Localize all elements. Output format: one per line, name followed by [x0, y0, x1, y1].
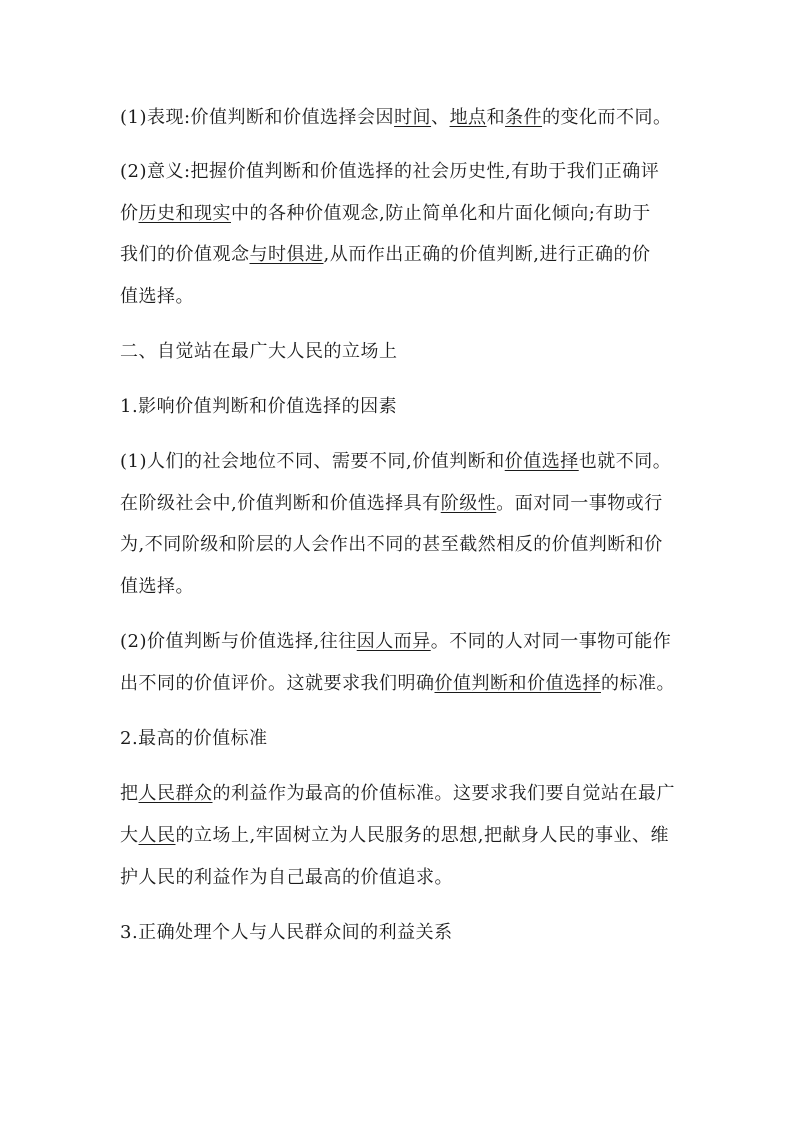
text-line-2 [120, 160, 659, 184]
underlined-term-keep-pace: 与时俱进 [249, 244, 324, 265]
underlined-term-time: 时间 [394, 107, 432, 128]
text-segment: 。面对同一事物或行 [496, 493, 663, 514]
text-segment: 中的各种价值观念,防止简单化和片面化倾向;有助于 [231, 203, 651, 224]
text-line-15 [120, 782, 675, 806]
underlined-term-value-choice: 价值选择 [504, 451, 579, 472]
text-segment: (1)人们的社会地位不同、需要不同,价值判断和 [120, 451, 505, 472]
text-segment: (2)价值判断与价值选择,往往 [120, 631, 357, 652]
text-segment: ,从而作出正确的价值判断,进行正确的价 [323, 244, 651, 265]
text-segment: 1.影响价值判断和价值选择的因素 [120, 396, 398, 417]
text-line-1 [120, 106, 672, 130]
underlined-term-place: 地点 [449, 107, 487, 128]
section-heading-2 [120, 340, 398, 364]
text-segment: (1)表现:价值判断和价值选择会因 [120, 107, 395, 128]
text-segment: 和 [486, 107, 506, 128]
text-line-12 [120, 630, 671, 654]
text-segment: 把 [120, 783, 139, 804]
subheading-1 [120, 395, 397, 419]
text-line-13 [120, 672, 675, 696]
underlined-term-judgment-and-choice: 价值判断和价值选择 [434, 673, 601, 694]
text-segment: 的利益作为最高的价值标准。这要求我们要自觉站在最广 [212, 783, 675, 804]
text-segment: 也就不同。 [578, 451, 672, 472]
underlined-term-vary-by-person: 因人而异 [356, 631, 431, 652]
text-segment: 二、自觉站在最广大人民的立场上 [120, 341, 398, 362]
text-line-10 [120, 533, 663, 557]
text-line-9 [120, 492, 663, 516]
text-line-5 [120, 285, 194, 309]
text-segment: 值选择。 [120, 576, 194, 597]
text-segment: 值选择。 [120, 286, 194, 307]
text-segment: 。不同的人对同一事物可能作 [430, 631, 672, 652]
text-segment: 大 [120, 825, 139, 846]
text-line-4 [120, 243, 650, 267]
text-segment: 的变化而不同。 [542, 107, 672, 128]
text-segment: 、 [431, 107, 450, 128]
underlined-term-people: 人民 [138, 825, 176, 846]
text-line-8 [120, 450, 671, 474]
text-segment: 的立场上,牢固树立为人民服务的思想,把献身人民的事业、维 [175, 825, 669, 846]
text-segment: 为,不同阶级和阶层的人会作出不同的甚至截然相反的价值判断和价 [120, 534, 663, 555]
underlined-term-history-reality: 历史和现实 [138, 203, 231, 224]
text-segment: 出不同的价值评价。这就要求我们明确 [120, 673, 435, 694]
text-segment: 护人民的利益作为自己最高的价值追求。 [120, 867, 453, 888]
text-segment: 的标准。 [601, 673, 675, 694]
text-line-3 [120, 202, 651, 226]
underlined-term-condition: 条件 [505, 107, 543, 128]
underlined-term-the-masses: 人民群众 [138, 783, 213, 804]
text-line-17 [120, 866, 453, 890]
text-segment: 在阶级社会中,价值判断和价值选择具有 [120, 493, 441, 514]
subheading-3 [120, 921, 453, 945]
text-segment: 我们的价值观念 [120, 244, 250, 265]
text-segment: (2)意义:把握价值判断和价值选择的社会历史性,有助于我们正确评 [120, 161, 660, 182]
text-line-11 [120, 575, 194, 599]
text-segment: 3.正确处理个人与人民群众间的利益关系 [120, 922, 453, 943]
underlined-term-class-nature: 阶级性 [440, 493, 497, 514]
text-segment: 价 [120, 203, 139, 224]
subheading-2 [120, 727, 268, 751]
text-line-16 [120, 824, 669, 848]
text-segment: 2.最高的价值标准 [120, 728, 268, 749]
